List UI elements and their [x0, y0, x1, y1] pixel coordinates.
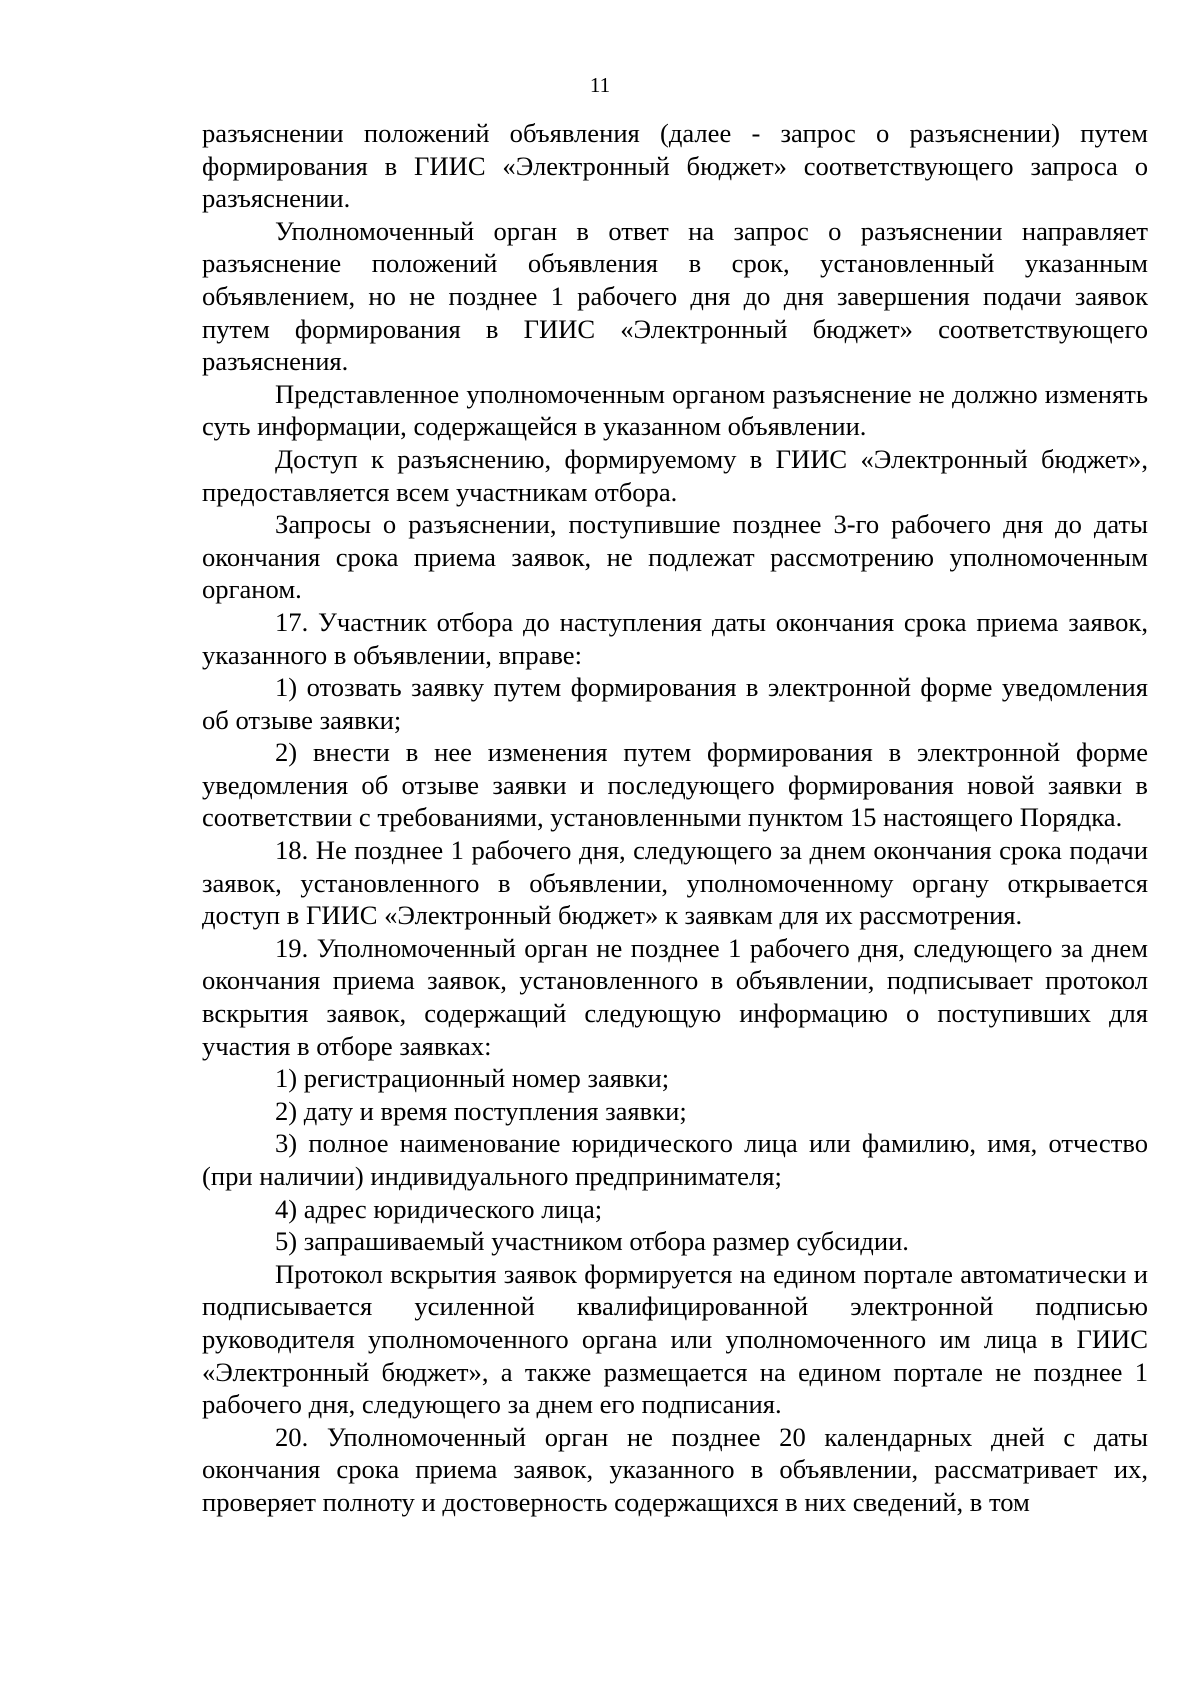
paragraph-clause-17-item-1: 1) отозвать заявку путем формирования в электронной форме уведомления об отзыве заявки; [202, 672, 1148, 735]
paragraph-clause-18: 18. Не позднее 1 рабочего дня, следующего за днем окончания срока подачи заявок, установленного в объявлении, уполномоченному органу открывается доступ в ГИИС «Электронный бюджет» к заявкам для их рассмотрения. [202, 835, 1148, 931]
paragraph-clause-19-item-4: 4) адрес юридического лица; [275, 1193, 603, 1224]
paragraph-clause-20: 20. Уполномоченный орган не позднее 20 календарных дней с даты окончания срока приема заявок, указанного в объявлении, рассматривает их, проверяет полноту и достоверность содержащихся в них сведений, в том [202, 1421, 1148, 1517]
document-body [202, 117, 1148, 1519]
paragraph-clause-19-item-3: 3) полное наименование юридического лица или фамилию, имя, отчество (при наличии) индивидуального предпринимателя; [202, 1128, 1148, 1191]
paragraph-clause-19-item-1: 1) регистрационный номер заявки; [275, 1063, 670, 1094]
paragraph-clause-19-item-5: 5) запрашиваемый участником отбора размер субсидии. [275, 1226, 909, 1257]
paragraph-clarification-access: Доступ к разъяснению, формируемому в ГИИС «Электронный бюджет», предоставляется всем участникам отбора. [202, 443, 1148, 507]
paragraph-protocol: Протокол вскрытия заявок формируется на едином портале автоматически и подписывается усиленной квалифицированной электронной подписью руководителя уполномоченного органа или уполномоченного им лица в ГИИС «Электронный бюджет», а также размещается на едином портале не позднее 1 рабочего дня, следующего за днем его подписания. [202, 1258, 1148, 1420]
paragraph-clause-17-item-2: 2) внести в нее изменения путем формирования в электронной форме уведомления об отзыве заявки и последующего формирования новой заявки в соответствии с требованиями, установленными пунктом 15 настоящего Порядка. [202, 737, 1148, 833]
paragraph-clarification-response: Уполномоченный орган в ответ на запрос о разъяснении направляет разъяснение положений объявления в срок, установленный указанным объявлением, но не позднее 1 рабочего дня до дня завершения подачи заявок путем формирования в ГИИС «Электронный бюджет» соответствующего разъяснения. [202, 215, 1148, 377]
paragraph-continuation: разъяснении положений объявления (далее - запрос о разъяснении) путем формирования в ГИИС «Электронный бюджет» соответствующего запроса о разъяснении. [202, 118, 1148, 214]
paragraph-clause-17: 17. Участник отбора до наступления даты окончания срока приема заявок, указанного в объявлении, вправе: [202, 606, 1148, 670]
paragraph-late-requests: Запросы о разъяснении, поступившие позднее 3-го рабочего дня до даты окончания срока приема заявок, не подлежат рассмотрению уполномоченным органом. [202, 509, 1148, 605]
paragraph-clarification-content: Представленное уполномоченным органом разъяснение не должно изменять суть информации, содержащейся в указанном объявлении. [202, 378, 1148, 442]
paragraph-clause-19-item-2: 2) дату и время поступления заявки; [275, 1095, 687, 1126]
page-number: 11 [589, 73, 611, 97]
paragraph-clause-19: 19. Уполномоченный орган не позднее 1 рабочего дня, следующего за днем окончания приема заявок, установленного в объявлении, подписывает протокол вскрытия заявок, содержащий следующую информацию о поступивших для участия в отборе заявках: [202, 932, 1148, 1061]
